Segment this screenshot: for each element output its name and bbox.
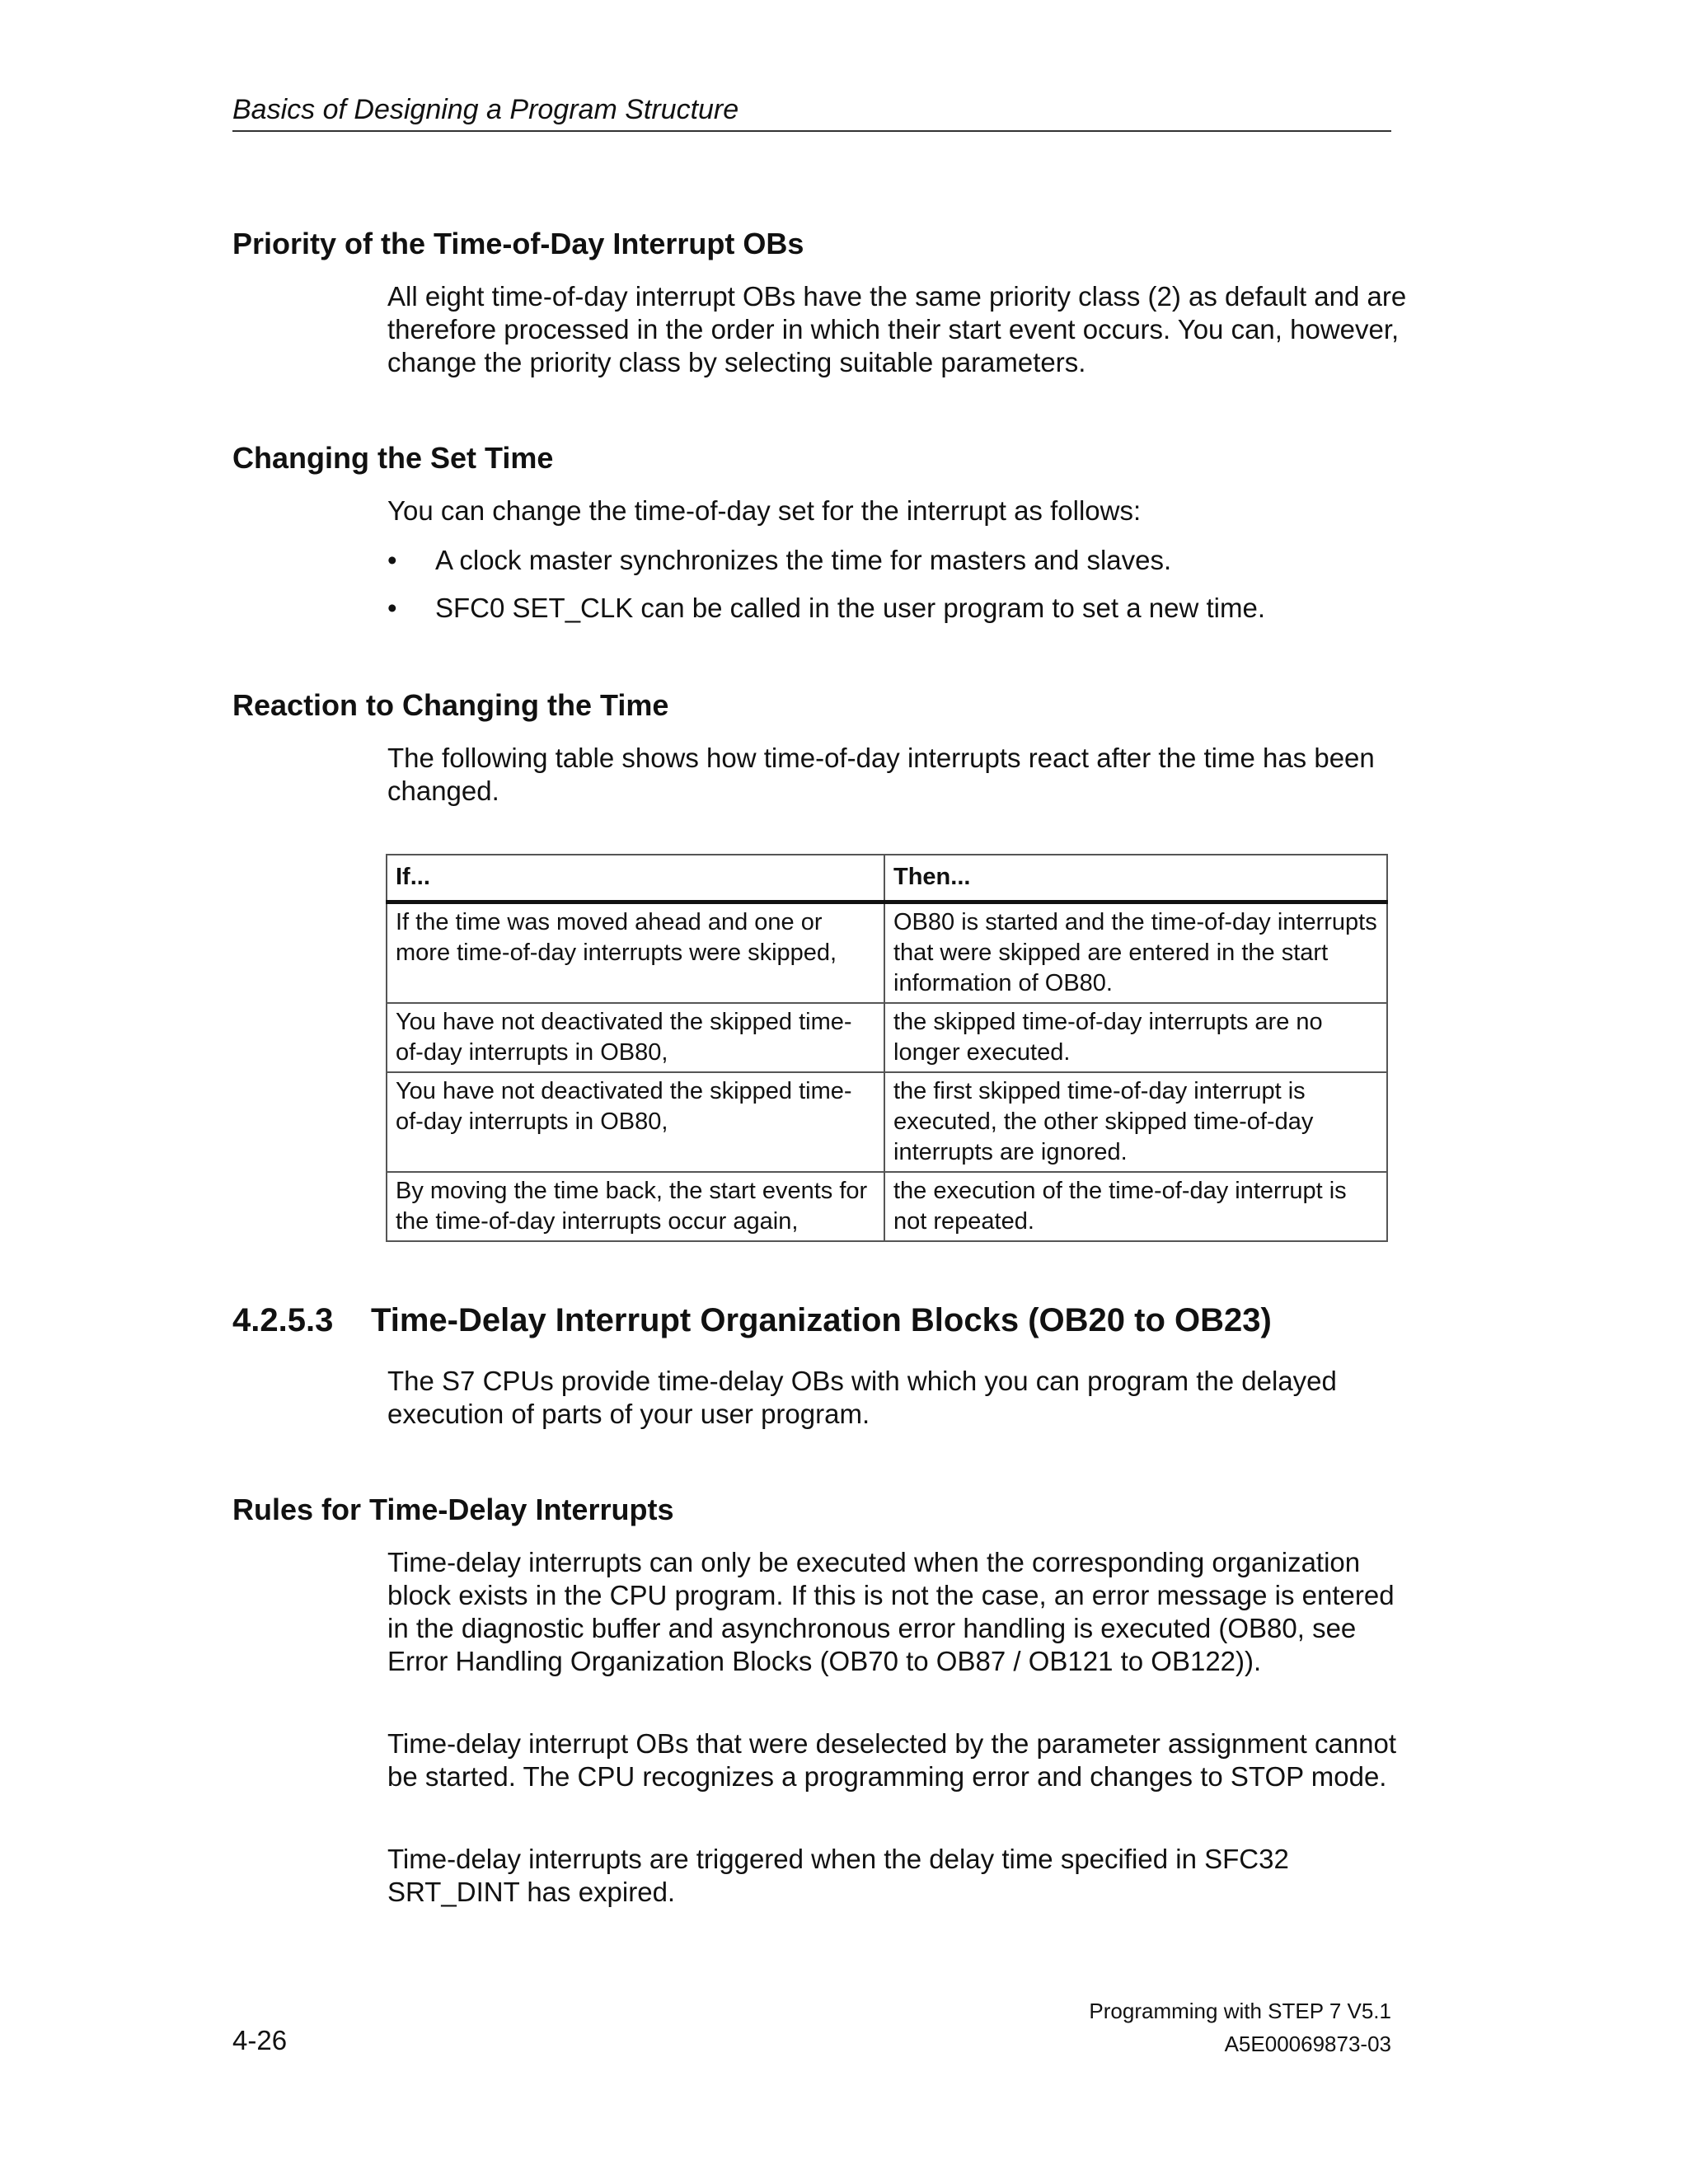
table-row bbox=[387, 1072, 1387, 1172]
table-cell-if: You have not deactivated the skipped time-of-day interrupts in OB80, bbox=[387, 1072, 884, 1172]
paragraph-changing-intro: You can change the time-of-day set for the interrupt as follows: bbox=[387, 495, 1142, 526]
table-cell-then: the execution of the time-of-day interrupt is not repeated. bbox=[884, 1172, 1387, 1241]
bullet-item bbox=[387, 544, 1171, 577]
bullet-symbol: • bbox=[387, 545, 397, 575]
heading-changing-set-time: Changing the Set Time bbox=[232, 441, 554, 475]
table-row bbox=[387, 1003, 1387, 1072]
running-header: Basics of Designing a Program Structure bbox=[232, 91, 1391, 132]
paragraph-reaction-intro: The following table shows how time-of-day interrupts react after the time has been changed. bbox=[387, 743, 1375, 806]
table-cell-if: You have not deactivated the skipped time-of-day interrupts in OB80, bbox=[387, 1003, 884, 1072]
paragraph-rules-1: Time-delay interrupts can only be executed when the corresponding organization block exists in the CPU program. If this is not the case, an error message is entered in the diagnostic buffer and asynchronous error handling is executed (OB80, see Error Handling Organization Blocks (OB70 to OB87 / OB121 to OB122)). bbox=[387, 1547, 1395, 1676]
footer-doc-number: A5E00069873-03 bbox=[1224, 2032, 1391, 2056]
heading-rules: Rules for Time-Delay Interrupts bbox=[232, 1493, 674, 1526]
table-cell-then: the first skipped time-of-day interrupt is executed, the other skipped time-of-day interrupts are ignored. bbox=[884, 1072, 1387, 1172]
paragraph-priority: All eight time-of-day interrupt OBs have the same priority class (2) as default and are therefore processed in the order in which their start event occurs. You can, however, change the priority class by selecting suitable parameters. bbox=[387, 281, 1407, 377]
table-row bbox=[387, 1172, 1387, 1241]
bullet-item bbox=[387, 592, 1265, 625]
paragraph-rules-2: Time-delay interrupt OBs that were deselected by the parameter assignment cannot be started. The CPU recognizes a programming error and changes to STOP mode. bbox=[387, 1728, 1397, 1792]
page-number: 4-26 bbox=[232, 2025, 288, 2055]
heading-reaction: Reaction to Changing the Time bbox=[232, 688, 669, 722]
table-header-row bbox=[387, 855, 1387, 902]
section-title: Time-Delay Interrupt Organization Blocks (OB20 to OB23) bbox=[371, 1302, 1272, 1338]
footer-manual-title: Programming with STEP 7 V5.1 bbox=[1089, 1999, 1391, 2023]
table-cell-if: By moving the time back, the start events for the time-of-day interrupts occur again, bbox=[387, 1172, 884, 1241]
heading-priority: Priority of the Time-of-Day Interrupt OBs bbox=[232, 227, 804, 260]
section-number: 4.2.5.3 bbox=[232, 1302, 334, 1338]
column-header-then: Then... bbox=[884, 855, 1387, 902]
table-cell-if: If the time was moved ahead and one or more time-of-day interrupts were skipped, bbox=[387, 902, 884, 1004]
table-cell-then: OB80 is started and the time-of-day interrupts that were skipped are entered in the start information of OB80. bbox=[884, 902, 1387, 1004]
paragraph-rules-3: Time-delay interrupts are triggered when the delay time specified in SFC32 SRT_DINT has expired. bbox=[387, 1844, 1289, 1907]
table-row bbox=[387, 902, 1387, 1004]
table-cell-then: the skipped time-of-day interrupts are no longer executed. bbox=[884, 1003, 1387, 1072]
column-header-if: If... bbox=[387, 855, 884, 902]
bullet-text: SFC0 SET_CLK can be called in the user program to set a new time. bbox=[435, 593, 1265, 623]
bullet-symbol: • bbox=[387, 593, 397, 623]
bullet-text: A clock master synchronizes the time for masters and slaves. bbox=[435, 545, 1172, 575]
paragraph-time-delay: The S7 CPUs provide time-delay OBs with which you can program the delayed execution of parts of your user program. bbox=[387, 1366, 1337, 1429]
section-heading-time-delay bbox=[232, 1301, 1272, 1340]
reaction-table bbox=[386, 854, 1388, 1242]
